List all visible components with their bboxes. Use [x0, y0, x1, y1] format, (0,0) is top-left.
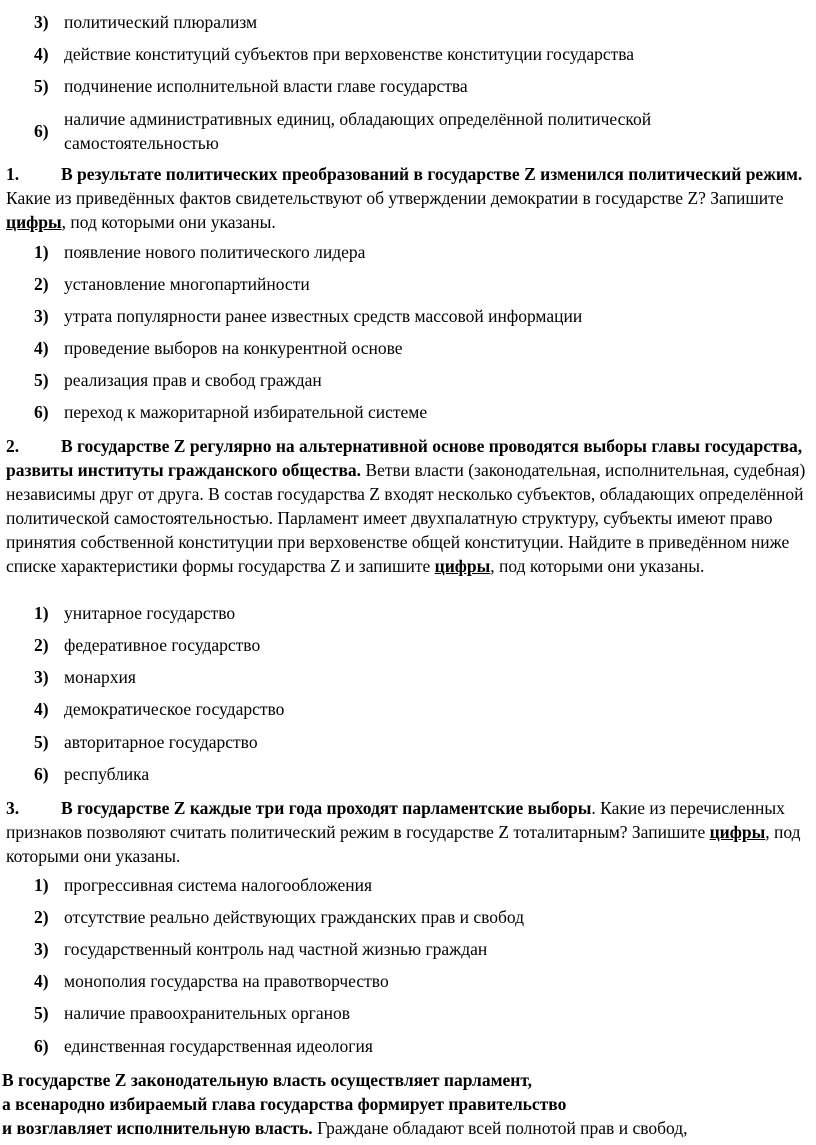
option-number: 4) — [34, 699, 49, 719]
option-text: утрата популярности ранее известных средств массовой информации — [64, 306, 583, 326]
option-number: 3) — [34, 306, 49, 326]
option-text: единственная государственная идеология — [64, 1036, 373, 1056]
question-4 — [2, 1068, 808, 1140]
digits-word: цифры — [709, 822, 766, 842]
question-text-end: , под которыми они указаны. — [6, 822, 801, 866]
option-number: 3) — [34, 667, 49, 687]
question-text: Ветви власти (законодательная, исполнительная, судебная) независимы друг от друга. В состав государства Z входят несколько субъектов, обладающих определённой политической самостоятельностью. Парламент имеет двухпалатную структуру, субъекты имеют право принятия собственной конституции при верховенстве общей конституции. Найдите в приведённом ниже списке характеристики формы государства Z и запишите — [6, 460, 806, 576]
question-lead: В государстве Z каждые три года проходят парламентские выборы — [61, 798, 592, 818]
option-number: 4) — [34, 338, 49, 358]
option-number: 2) — [34, 635, 49, 655]
question-lead: В результате политических преобразований в государстве Z изменился политический режим. — [61, 164, 803, 184]
question-text: . Какие из перечисленных признаков позволяют считать политический режим в государстве Z тоталитарным? Запишите — [6, 798, 785, 842]
option-text: установление многопартийности — [64, 274, 310, 294]
question-lead-line: и возглавляет исполнительную власть. — [2, 1118, 313, 1138]
option-number: 1) — [34, 875, 49, 895]
option-text: федеративное государство — [64, 635, 261, 655]
question-lead: В государстве Z регулярно на альтернативной основе проводятся выборы главы государства, развиты институты гражданского общества. — [6, 436, 803, 480]
option-text: подчинение исполнительной власти главе государства — [64, 76, 468, 96]
question-text: Граждане обладают всей полнотой прав и свобод, — [312, 1118, 688, 1138]
option-text: переход к мажоритарной избирательной системе — [64, 402, 428, 422]
option-text: демократическое государство — [64, 699, 285, 719]
option-text: реализация прав и свобод граждан — [64, 370, 322, 390]
option-number: 5) — [34, 76, 49, 96]
option-text: отсутствие реально действующих гражданских прав и свобод — [64, 907, 525, 927]
option-text: наличие административных единиц, обладающих определённой политической самостоятельностью — [64, 109, 652, 153]
option-number: 4) — [34, 971, 49, 991]
option-number: 6) — [34, 1036, 49, 1056]
question-3 — [6, 796, 806, 868]
option-text: проведение выборов на конкурентной основе — [64, 338, 403, 358]
question-2 — [6, 434, 806, 578]
question-number: 3. — [6, 798, 20, 818]
question-number: 2. — [6, 436, 20, 456]
option-number: 2) — [34, 907, 49, 927]
option-number: 5) — [34, 370, 49, 390]
digits-word: цифры — [434, 556, 491, 576]
digits-word: цифры — [6, 212, 62, 232]
option-text: монополия государства на правотворчество — [64, 971, 389, 991]
question-number: 1. — [6, 164, 20, 184]
option-text: авторитарное государство — [64, 732, 258, 752]
option-text: республика — [64, 764, 150, 784]
option-text: появление нового политического лидера — [64, 242, 366, 262]
option-text: монархия — [64, 667, 136, 687]
option-number: 2) — [34, 274, 49, 294]
question-lead-line: а всенародно избираемый глава государства формирует правительство — [2, 1094, 567, 1114]
option-number: 6) — [34, 402, 49, 422]
question-text-end: , под которыми они указаны. — [61, 212, 276, 232]
question-1 — [6, 162, 806, 234]
option-number: 1) — [34, 242, 49, 262]
option-number: 6) — [34, 121, 49, 141]
option-text: государственный контроль над частной жизнью граждан — [64, 939, 488, 959]
option-text: наличие правоохранительных органов — [64, 1003, 350, 1023]
option-number: 3) — [34, 12, 49, 32]
option-number: 1) — [34, 603, 49, 623]
option-text: прогрессивная система налогообложения — [64, 875, 373, 895]
option-text: унитарное государство — [64, 603, 236, 623]
option-number: 5) — [34, 732, 49, 752]
option-number: 4) — [34, 44, 49, 64]
option-number: 5) — [34, 1003, 49, 1023]
question-text: Какие из приведённых фактов свидетельствуют об утверждении демократии в государстве Z? Запишите — [6, 188, 784, 208]
option-number: 3) — [34, 939, 49, 959]
option-number: 6) — [34, 764, 49, 784]
option-text: действие конституций субъектов при верховенстве конституции государства — [64, 44, 635, 64]
question-lead-line: В государстве Z законодательную власть осуществляет парламент, — [2, 1070, 533, 1090]
option-text: политический плюрализм — [64, 12, 258, 32]
question-text-end: , под которыми они указаны. — [490, 556, 705, 576]
